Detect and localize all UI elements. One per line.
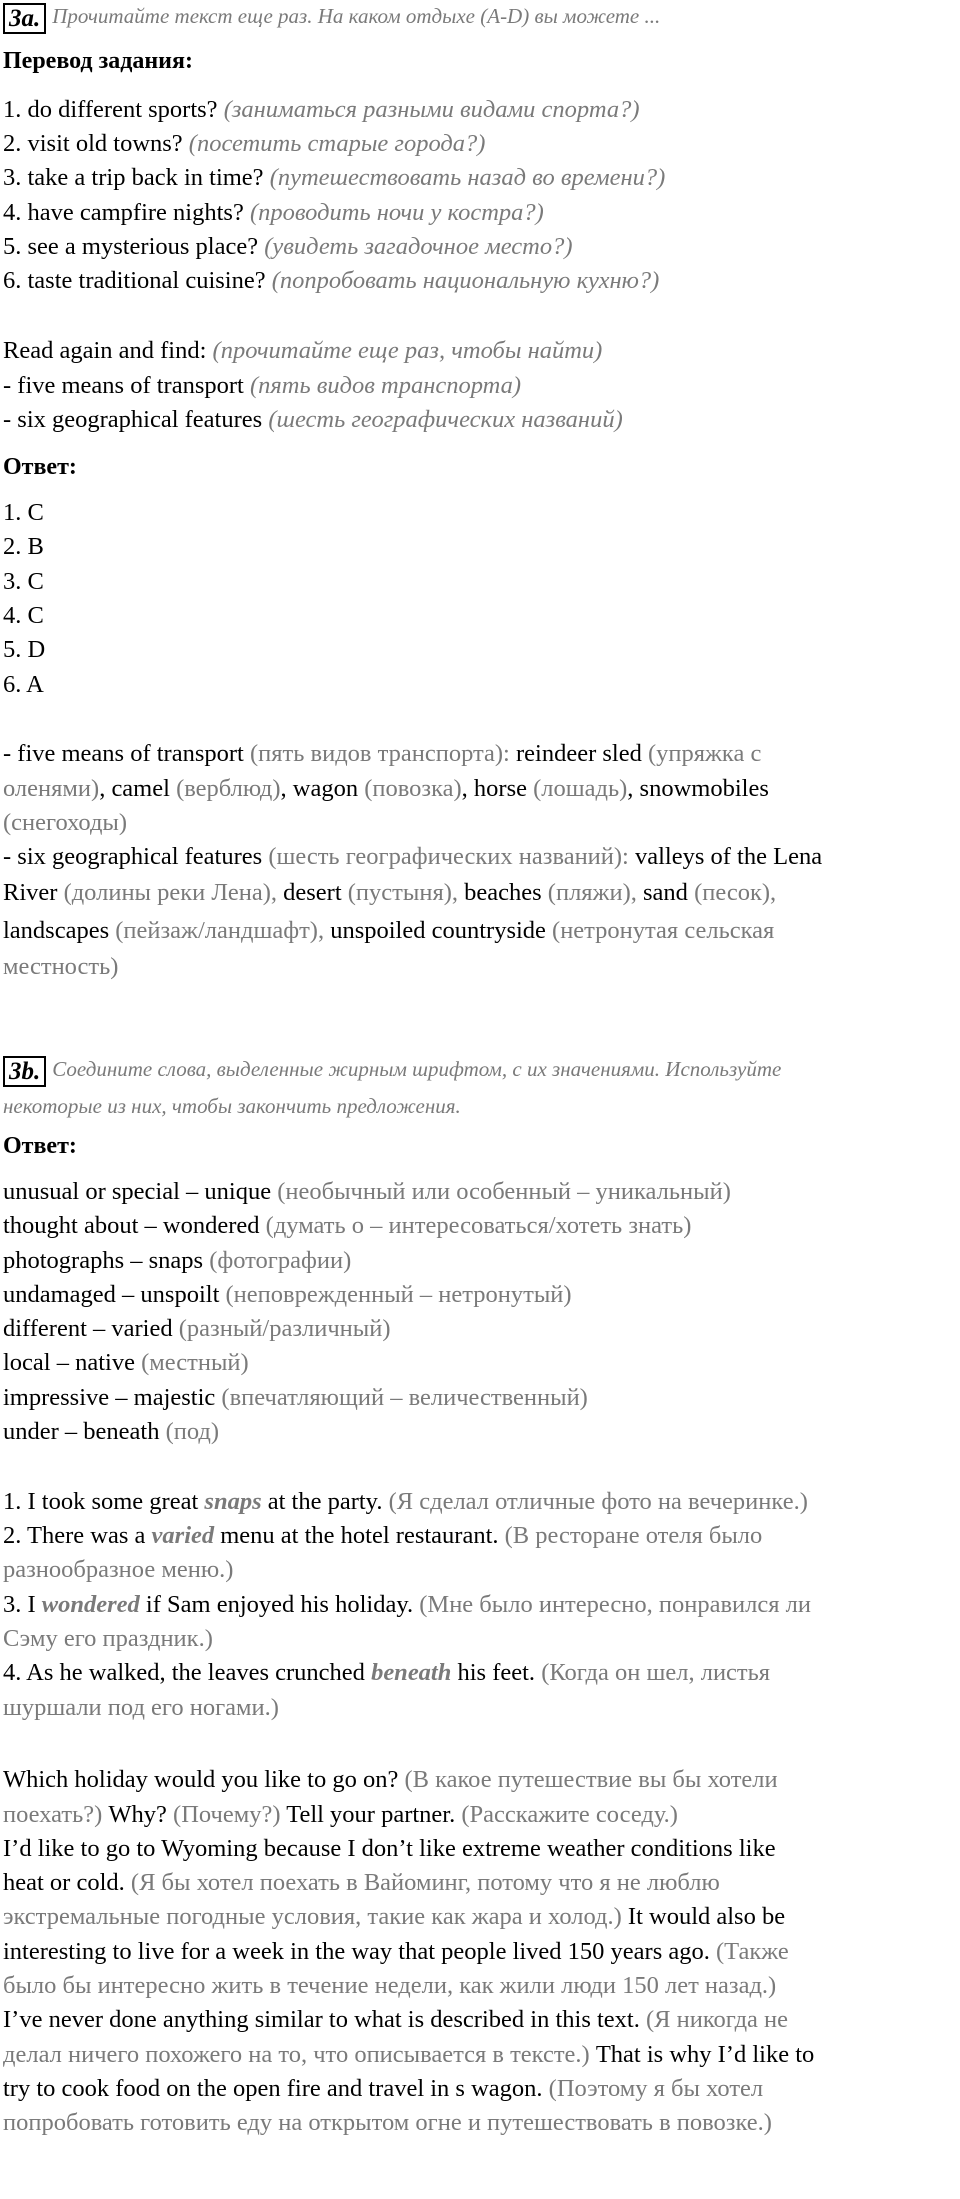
essay-line bbox=[3, 1934, 789, 1969]
sentence bbox=[3, 1518, 762, 1553]
sentence-text: 2. There was a bbox=[3, 1522, 152, 1549]
essay-line bbox=[3, 1865, 720, 1900]
pair-en: local – native bbox=[3, 1349, 142, 1376]
essay-en: I’ve never done anything similar to what is described in this text. bbox=[3, 2006, 646, 2033]
word-pair bbox=[3, 1414, 219, 1449]
geo-ru: (нетронутая сельская bbox=[552, 917, 775, 944]
sentence bbox=[3, 1690, 279, 1725]
sentence bbox=[3, 1552, 233, 1587]
pair-ru: (необычный или особенный – уникальный) bbox=[277, 1178, 731, 1205]
geo-ru: (пейзаж/ландшафт), bbox=[115, 917, 331, 944]
sentence-text: his feet. bbox=[451, 1659, 542, 1686]
geo-ru: (шесть географических названий): bbox=[268, 843, 635, 870]
essay-ru: экстремальные погодные условия, такие как жара и холод.) bbox=[3, 1903, 628, 1930]
sentence bbox=[3, 1484, 808, 1519]
geo-text: sand bbox=[643, 879, 695, 906]
word-pair bbox=[3, 1174, 731, 1209]
geo-text: beaches bbox=[464, 879, 548, 906]
answer-heading: Ответ: bbox=[3, 1133, 77, 1159]
essay-en: I’d like to go to Wyoming because I don’t like extreme weather conditions like bbox=[3, 1835, 776, 1862]
transport-ru: (упряжка с bbox=[647, 740, 762, 767]
sentence-ru: (В ресторане отеля было bbox=[504, 1522, 763, 1549]
essay-ru: (Расскажите соседу.) bbox=[461, 1801, 678, 1828]
geo-ru: (долины реки Лена), bbox=[63, 879, 284, 906]
task-item-ru: (увидеть загадочное место?) bbox=[264, 233, 573, 260]
task-3a-header bbox=[3, 0, 660, 34]
sentence-word: varied bbox=[151, 1522, 215, 1549]
essay-ru: (Почему?) bbox=[173, 1801, 287, 1828]
transport-ru: (пять видов транспорта): bbox=[249, 740, 516, 767]
transport-line bbox=[3, 771, 769, 806]
essay-line bbox=[3, 2105, 772, 2140]
task-item bbox=[3, 126, 485, 161]
sentence-ru: (Я сделал отличные фото на вечеринке.) bbox=[388, 1488, 808, 1515]
answer-heading: Ответ: bbox=[3, 454, 77, 480]
essay-line bbox=[3, 2071, 763, 2106]
task-item bbox=[3, 92, 639, 127]
find-en: - six geographical features bbox=[3, 406, 263, 433]
sentence-ru: (Мне было интересно, понравился ли bbox=[419, 1591, 811, 1618]
sentence-ru: (Когда он шел, листья bbox=[541, 1659, 771, 1686]
transport-text: , snowmobiles bbox=[627, 775, 769, 802]
pair-en: under – beneath bbox=[3, 1418, 166, 1445]
essay-line bbox=[3, 1899, 785, 1934]
task-item-ru: (заниматься разными видами спорта?) bbox=[223, 96, 640, 123]
word-pair bbox=[3, 1243, 351, 1278]
task-item-en: 6. taste traditional cuisine? bbox=[3, 267, 266, 294]
sentence-text: 3. I bbox=[3, 1591, 42, 1618]
task-item-en: 4. have campfire nights? bbox=[3, 199, 244, 226]
transport-text: reindeer sled bbox=[515, 740, 648, 767]
essay-ru: (Также bbox=[716, 1938, 789, 1965]
essay-ru: попробовать готовить еду на открытом огне и путешествовать в повозке.) bbox=[3, 2109, 772, 2136]
sentence-ru: Сэму его праздник.) bbox=[3, 1625, 213, 1652]
answer-item: 4. C bbox=[3, 602, 44, 629]
essay-en: It would also be bbox=[627, 1903, 786, 1930]
essay-line bbox=[3, 1797, 678, 1832]
sentence-word: snaps bbox=[204, 1488, 262, 1515]
transport-text: - five means of transport bbox=[3, 740, 250, 767]
task-item-en: 5. see a mysterious place? bbox=[3, 233, 259, 260]
geo-line bbox=[3, 949, 118, 984]
task-item-en: 3. take a trip back in time? bbox=[3, 164, 264, 191]
geo-ru: (пляжи), bbox=[547, 879, 644, 906]
pair-en: thought about – wondered bbox=[3, 1212, 266, 1239]
word-pair bbox=[3, 1345, 249, 1380]
geo-ru: (песок), bbox=[694, 879, 777, 906]
task-item-en: 2. visit old towns? bbox=[3, 130, 183, 157]
task-item bbox=[3, 160, 665, 195]
sentence-word: beneath bbox=[371, 1659, 452, 1686]
geo-text: unspoiled countryside bbox=[330, 917, 553, 944]
task-item bbox=[3, 229, 573, 264]
sentence-text: menu at the hotel restaurant. bbox=[214, 1522, 505, 1549]
transport-ru: оленями) bbox=[3, 775, 100, 802]
geo-ru: местность) bbox=[3, 953, 119, 980]
find-line bbox=[3, 402, 623, 437]
essay-en: That is why I’d like to bbox=[595, 2041, 815, 2068]
find-ru: (шесть географических названий) bbox=[268, 406, 623, 433]
transport-line bbox=[3, 736, 761, 771]
task-item bbox=[3, 195, 544, 230]
sentence-text: at the party. bbox=[261, 1488, 389, 1515]
task-3b-instruction-cont: некоторые из них, чтобы закончить предложения. bbox=[3, 1094, 461, 1118]
task-item-ru: (попробовать национальную кухню?) bbox=[271, 267, 660, 294]
essay-en: heat or cold. bbox=[3, 1869, 131, 1896]
sentence-text: 4. As he walked, the leaves crunched bbox=[3, 1659, 372, 1686]
answer-item: 2. B bbox=[3, 533, 44, 560]
transport-ru: (снегоходы) bbox=[3, 809, 128, 836]
essay-line bbox=[3, 1968, 776, 2003]
task-3b-instruction: Соедините слова, выделенные жирным шрифтом, с их значениями. Используйте bbox=[52, 1057, 782, 1081]
task-item-ru: (путешествовать назад во времени?) bbox=[269, 164, 666, 191]
pair-ru: (думать о – интересоваться/хотеть знать) bbox=[265, 1212, 692, 1239]
task-3b-label: 3b. bbox=[3, 1056, 46, 1087]
sentence bbox=[3, 1655, 770, 1690]
essay-en: Which holiday would you like to go on? bbox=[3, 1766, 405, 1793]
pair-ru: (под) bbox=[165, 1418, 220, 1445]
find-en: Read again and find: bbox=[3, 337, 207, 364]
find-en: - five means of transport bbox=[3, 372, 244, 399]
task-item-ru: (проводить ночи у костра?) bbox=[249, 199, 544, 226]
geo-text: River bbox=[3, 879, 64, 906]
pair-ru: (разный/различный) bbox=[178, 1315, 391, 1342]
sentence-ru: разнообразное меню.) bbox=[3, 1556, 234, 1583]
transport-ru: (лошадь) bbox=[533, 775, 628, 802]
task-3a-label: 3a. bbox=[3, 3, 46, 34]
pair-ru: (неповрежденный – нетронутый) bbox=[225, 1281, 572, 1308]
task-item bbox=[3, 263, 659, 298]
answer-item: 5. D bbox=[3, 636, 46, 663]
sentence bbox=[3, 1587, 811, 1622]
task-item-en: 1. do different sports? bbox=[3, 96, 218, 123]
essay-line bbox=[3, 2002, 788, 2037]
pair-ru: (впечатляющий – величественный) bbox=[221, 1384, 588, 1411]
pair-ru: (фотографии) bbox=[209, 1247, 352, 1274]
transport-ru: (повозка) bbox=[364, 775, 462, 802]
task-3b-header bbox=[3, 1053, 781, 1087]
find-ru: (прочитайте еще раз, чтобы найти) bbox=[212, 337, 603, 364]
word-pair bbox=[3, 1277, 572, 1312]
task-3a-instruction: Прочитайте текст еще раз. На каком отдыхе (A-D) вы можете ... bbox=[52, 4, 661, 28]
essay-en: interesting to live for a week in the way that people lived 150 years ago. bbox=[3, 1938, 717, 1965]
essay-en: Why? bbox=[108, 1801, 174, 1828]
translation-heading: Перевод задания: bbox=[3, 48, 193, 74]
pair-en: different – varied bbox=[3, 1315, 179, 1342]
geo-text: landscapes bbox=[3, 917, 116, 944]
essay-ru: делал ничего похожего на то, что описывается в тексте.) bbox=[3, 2041, 596, 2068]
geo-text: desert bbox=[283, 879, 348, 906]
transport-text: , horse bbox=[461, 775, 534, 802]
transport-text: , wagon bbox=[280, 775, 365, 802]
geo-text: valleys of the Lena bbox=[635, 843, 823, 870]
sentence-text: if Sam enjoyed his holiday. bbox=[139, 1591, 420, 1618]
essay-line bbox=[3, 2037, 814, 2072]
pair-en: impressive – majestic bbox=[3, 1384, 222, 1411]
essay-ru: (Я бы хотел поехать в Вайоминг, потому что я не люблю bbox=[130, 1869, 720, 1896]
word-pair bbox=[3, 1311, 391, 1346]
essay-ru: (Поэтому я бы хотел bbox=[548, 2075, 764, 2102]
pair-en: photographs – snaps bbox=[3, 1247, 210, 1274]
geo-line bbox=[3, 875, 776, 910]
geo-text: - six geographical features bbox=[3, 843, 269, 870]
word-pair bbox=[3, 1380, 588, 1415]
essay-ru: было бы интересно жить в течение недели, как жили люди 150 лет назад.) bbox=[3, 1972, 777, 1999]
answer-item: 3. C bbox=[3, 568, 44, 595]
essay-ru: (Я никогда не bbox=[645, 2006, 789, 2033]
transport-line bbox=[3, 805, 127, 840]
pair-ru: (местный) bbox=[141, 1349, 249, 1376]
task-item-ru: (посетить старые города?) bbox=[188, 130, 486, 157]
sentence-word: wondered bbox=[41, 1591, 140, 1618]
geo-line bbox=[3, 839, 822, 874]
essay-ru: поехать?) bbox=[3, 1801, 109, 1828]
sentence-text: 1. I took some great bbox=[3, 1488, 205, 1515]
essay-line bbox=[3, 1762, 778, 1797]
transport-text: , camel bbox=[99, 775, 177, 802]
sentence-ru: шуршали под его ногами.) bbox=[3, 1694, 279, 1721]
answer-item: 1. C bbox=[3, 499, 44, 526]
sentence bbox=[3, 1621, 213, 1656]
essay-line bbox=[3, 1831, 776, 1866]
answer-item: 6. A bbox=[3, 671, 44, 698]
essay-ru: (В какое путешествие вы бы хотели bbox=[404, 1766, 778, 1793]
find-line bbox=[3, 368, 521, 403]
word-pair bbox=[3, 1208, 691, 1243]
find-ru: (пять видов транспорта) bbox=[249, 372, 522, 399]
transport-ru: (верблюд) bbox=[176, 775, 281, 802]
find-line bbox=[3, 333, 602, 368]
geo-line bbox=[3, 913, 774, 948]
pair-en: undamaged – unspoilt bbox=[3, 1281, 226, 1308]
geo-ru: (пустыня), bbox=[347, 879, 465, 906]
essay-en: try to cook food on the open fire and travel in s wagon. bbox=[3, 2075, 549, 2102]
essay-en: Tell your partner. bbox=[286, 1801, 462, 1828]
pair-en: unusual or special – unique bbox=[3, 1178, 278, 1205]
